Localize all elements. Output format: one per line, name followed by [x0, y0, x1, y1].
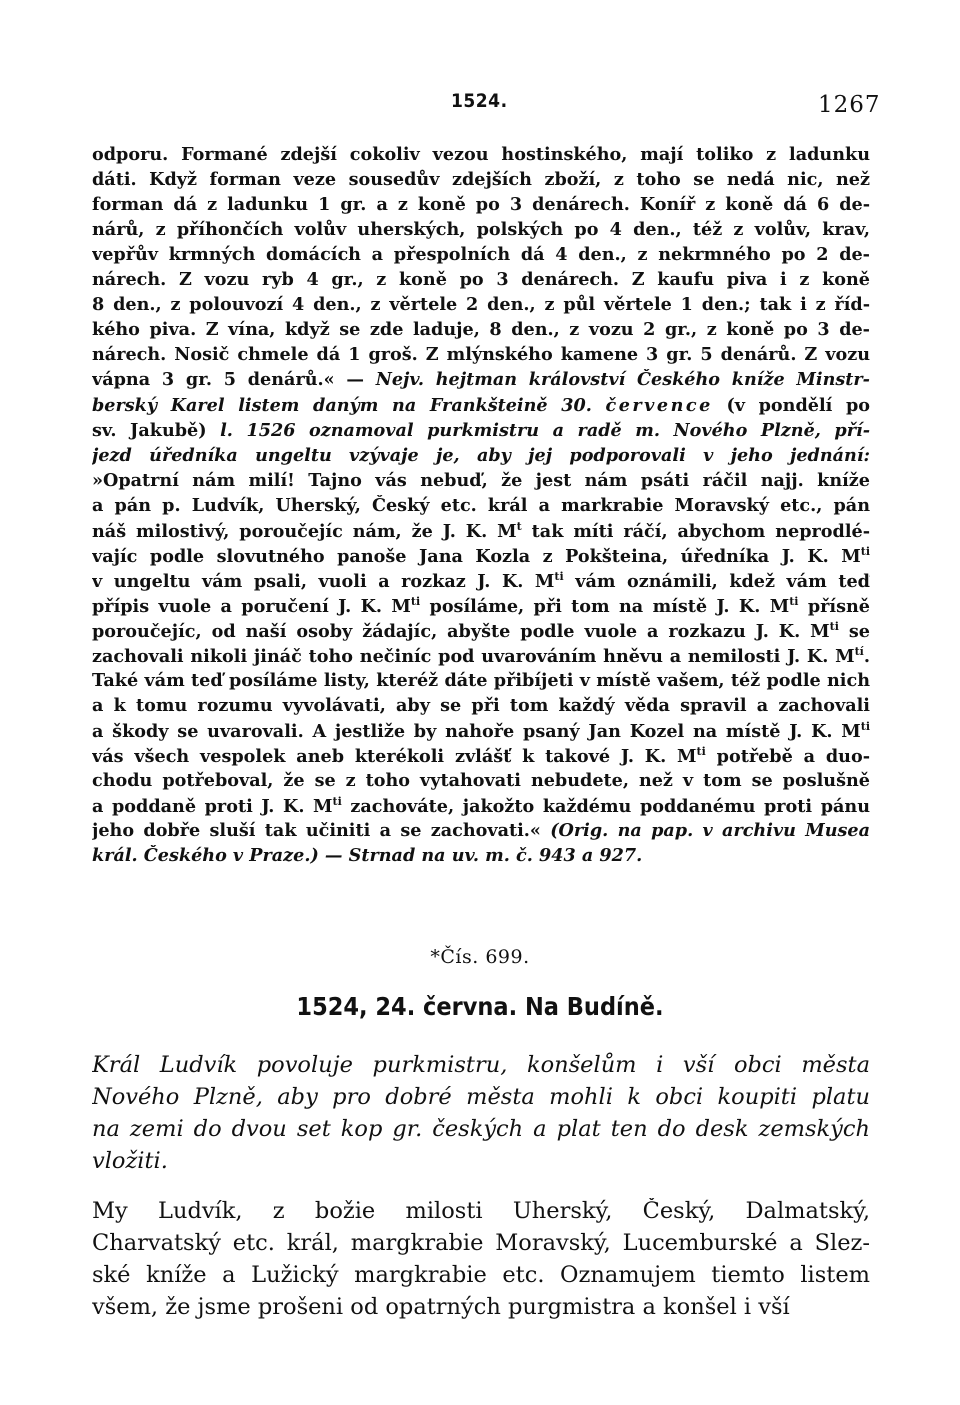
body-line: Charvatský etc. král, margkrabie Moravský, Lucemburské a Slez- [92, 1230, 870, 1256]
superscript-abbrev: tí [854, 645, 864, 658]
text-segment: se [838, 620, 870, 642]
text-segment: sv. Jakubě) [92, 419, 221, 441]
text-segment: chodu potřeboval, že se z toho vytahovati nebudete, než v tom se poslušně [92, 770, 870, 792]
document-date-heading: 1524, 24. června. Na Budíně. [296, 992, 664, 1021]
summary-line: Král Ludvík povoluje purkmistru, konšelům i vší obci města [92, 1052, 870, 1078]
page-number: 1267 [818, 92, 881, 118]
text-line [92, 720, 870, 744]
text-line [92, 194, 870, 218]
text-line [92, 695, 870, 719]
text-segment: (v pondělí po [712, 394, 870, 416]
text-segment: zachovali nikoli jináč toho nečiníc pod uvarováním hněvu a nemilosti J. K. M [92, 645, 855, 667]
text-line [92, 795, 870, 819]
superscript-abbrev: ti [829, 619, 839, 633]
text-segment: l. 1526 oznamoval purkmistru a radě m. Nového Plzně, pří- [220, 419, 870, 441]
text-line [92, 420, 870, 444]
text-line [92, 470, 870, 494]
text-segment: potřebě a duo- [705, 746, 870, 768]
text-line [92, 845, 870, 869]
text-segment: zachováte, jakožto každému poddanému proti pánu [341, 796, 870, 818]
text-segment: poroučejíc, od naší osoby žádajíc, abyšte podle vuole a rozkazu J. K. M [92, 620, 830, 642]
superscript-abbrev: t [516, 519, 522, 533]
text-segment: nárech. Z vozu ryb 4 gr., z koně po 3 denárech. Z kaufu piva i z koně [92, 269, 870, 291]
text-line [92, 745, 870, 769]
text-line [92, 820, 870, 844]
text-line [92, 570, 870, 594]
text-segment: vajíc podle slovutného panoše Jana Kozla z Pokšteina, úředníka J. K. M [92, 545, 861, 567]
superscript-abbrev: ti [696, 745, 706, 759]
text-line [92, 169, 870, 193]
text-line [92, 369, 870, 393]
text-line [92, 319, 870, 343]
text-line [92, 620, 870, 644]
text-segment: »Opatrní nám milí! Tajno vás nebuď, že jest nám psáti ráčil najj. kníže [92, 469, 870, 491]
text-segment: tak míti ráčí, abychom neprodlé- [521, 520, 870, 542]
text-segment: náš milostivý, poroučejíc nám, že J. K. M [92, 520, 517, 542]
text-segment: vám oznámili, kdež vám teď [563, 570, 870, 592]
text-segment: dáti. Když forman veze sousedův zdejších zboží, z toho se nedá nic, než [92, 169, 870, 191]
text-line [92, 595, 870, 619]
text-segment: jeho dobře sluší tak učiniti a se zachovati.« [92, 820, 551, 842]
text-segment: července [605, 394, 713, 416]
text-line [92, 770, 870, 794]
text-segment: nárů, z příhončích volův uherských, polských po 4 den., též z volův, krav, [92, 219, 870, 241]
text-line [92, 670, 870, 694]
superscript-abbrev: ti [789, 594, 799, 608]
superscript-abbrev: ti [860, 544, 870, 558]
body-line: ské kníže a Lužický margkrabie etc. Oznamujem tiemto listem [92, 1262, 870, 1288]
text-segment: vápna 3 gr. 5 denárů.« — [92, 369, 376, 391]
text-line [92, 520, 870, 544]
text-segment: odporu. Formané zdejší cokoliv vezou hostinského, mají toliko z ladunku [92, 144, 870, 165]
text-segment: vás všech vespolek aneb kterékoli zvlášť k takové J. K. M [92, 746, 697, 768]
text-line [92, 545, 870, 569]
text-line [92, 445, 870, 469]
body-line: My Ludvík, z božie milosti Uherský, Český, Dalmatský, [92, 1198, 870, 1224]
text-segment: kého piva. Z vína, když se zde laduje, 8 den., z vozu 2 gr., z koně po 3 de- [92, 319, 870, 341]
text-segment: nárech. Nosič chmele dá 1 groš. Z mlýnského kamene 3 gr. 5 denárů. Z vozu [92, 344, 870, 366]
text-line [92, 144, 870, 168]
text-segment: Nejv. hejtman království Českého kníže Minstr- [375, 369, 870, 391]
document-number: *Čís. 699. [430, 946, 530, 968]
text-segment: vepřův krmných domácích a přespolních dá 4 den., z nekrmného po 2 de- [92, 244, 870, 266]
superscript-abbrev: ti [410, 594, 421, 608]
running-header-year: 1524. [451, 90, 508, 112]
text-line [92, 269, 870, 293]
text-segment: v ungeltu vám psali, vuoli a rozkaz J. K. M [92, 570, 555, 592]
text-segment: přísně [798, 595, 870, 617]
text-segment: jezd úředníka ungeltu vzývaje je, aby jej podporovali v jeho jednání: [92, 444, 870, 466]
text-segment: (Orig. na pap. v archivu Musea [550, 820, 870, 842]
text-segment: a poddaně proti J. K. M [92, 796, 333, 818]
superscript-abbrev: ti [860, 720, 870, 734]
text-segment: berský Karel listem daným na Frankšteině 30. [92, 394, 606, 416]
superscript-abbrev: ti [332, 795, 342, 809]
text-line [92, 395, 870, 419]
text-line [92, 244, 870, 268]
text-segment: . [863, 645, 870, 667]
summary-line: na zemi do dvou set kop gr. českých a plat ten do desk zemských [92, 1116, 870, 1142]
summary-line: Nového Plzně, aby pro dobré města mohli k obci koupiti platu [92, 1084, 870, 1110]
text-segment: Také vám teď posíláme listy, kteréž dáte přibíjeti v místě vašem, též podle nich [92, 670, 870, 692]
text-segment: přípis vuole a poručení J. K. M [92, 595, 411, 617]
body-line: všem, že jsme prošeni od opatrných purgmistra a konšel i vší [92, 1294, 790, 1320]
text-line [92, 495, 870, 519]
text-segment: 8 den., z polouvozí 4 den., z věrtele 2 den., z půl věrtele 1 den.; tak i z říd- [92, 294, 870, 316]
text-segment: král. Českého v Praze.) — Strnad na uv. m. č. 943 a 927. [92, 845, 643, 867]
text-segment: posíláme, při tom na místě J. K. M [420, 595, 790, 617]
text-segment: a k tomu rozumu vyvolávati, aby se při tom každý věda spravil a zachovali [92, 695, 870, 717]
text-line [92, 344, 870, 368]
text-segment: a pán p. Ludvík, Uherský, Český etc. král a markrabie Moravský etc., pán [92, 494, 870, 516]
summary-line: vložiti. [92, 1148, 168, 1174]
superscript-abbrev: ti [554, 569, 564, 583]
text-line [92, 219, 870, 243]
text-line [92, 294, 870, 318]
text-segment: forman dá z ladunku 1 gr. a z koně po 3 denárech. Koníř z koně dá 6 de- [92, 194, 870, 216]
text-line [92, 645, 870, 669]
text-segment: a škody se uvarovali. A jestliže by nahoře psaný Jan Kozel na místě J. K. M [92, 721, 861, 742]
